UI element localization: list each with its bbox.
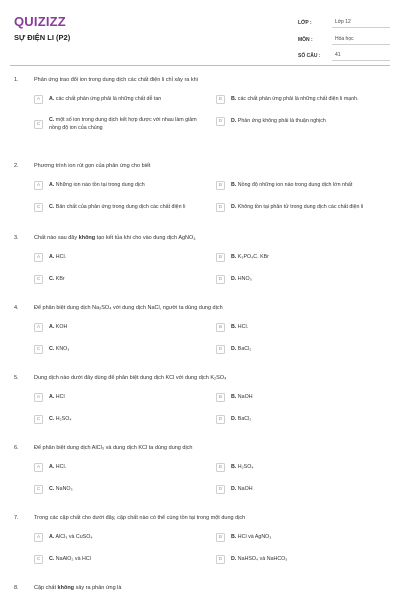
question-number: 8. [14, 585, 19, 591]
question-number: 3. [14, 235, 19, 241]
answer-option-a[interactable] [34, 95, 206, 104]
option-body: NaOH [237, 393, 253, 400]
option-body: KNO₃ [55, 345, 70, 352]
option-letter-box[interactable]: B [216, 95, 225, 104]
answer-option-a[interactable] [34, 533, 206, 542]
answer-option-b[interactable] [216, 253, 388, 262]
option-body: BaCl₂ [237, 415, 252, 422]
option-text [231, 464, 254, 472]
question-header [0, 375, 400, 387]
question-number: 7. [14, 515, 19, 521]
answer-option-b[interactable] [216, 95, 388, 104]
option-body: Những ion nào tồn tại trong dung dịch [55, 181, 145, 188]
option-text [231, 416, 251, 424]
option-letter-box[interactable]: C [34, 275, 43, 284]
question-item [0, 235, 400, 305]
option-text [49, 254, 66, 262]
option-body: HCl. [55, 253, 67, 260]
question-text: Để phân biệt dung dịch AlCl₃ và dung dịch KCl ta dùng dung dịch [34, 445, 193, 451]
option-text [49, 464, 66, 472]
option-prefix: C. [49, 415, 55, 422]
option-letter-box[interactable]: A [34, 463, 43, 472]
answer-option-b[interactable] [216, 463, 388, 472]
option-prefix: D. [231, 555, 237, 562]
question-text: Phương trình ion rút gọn của phản ứng cho biết [34, 163, 151, 169]
option-text [231, 254, 269, 262]
answer-option-c[interactable] [34, 345, 206, 354]
answer-option-a[interactable] [34, 323, 206, 332]
option-body: Bản chất của phản ứng trong dung dịch các chất điện li [55, 203, 186, 210]
option-prefix: C. [49, 555, 55, 562]
answer-options [34, 181, 390, 231]
option-prefix: D. [231, 117, 237, 124]
option-prefix: C. [49, 203, 55, 210]
question-text: Phản ứng trao đổi ion trong dung dịch các chất điện li chỉ xảy ra khi [34, 77, 198, 83]
question-item [0, 585, 400, 600]
option-letter-box[interactable]: A [34, 253, 43, 262]
question-text-subscript: 3 [193, 237, 196, 241]
option-body: Không tồn tại phân tử trong dung dịch các chất điện li [237, 203, 364, 210]
option-body: Nồng độ những ion nào trong dung dịch lớn nhất [237, 181, 353, 188]
option-text [49, 324, 67, 332]
option-letter-box[interactable]: D [216, 485, 225, 494]
option-letter-box[interactable]: C [34, 345, 43, 354]
option-body: NaNO₃ [55, 485, 73, 492]
option-text [231, 556, 287, 564]
question-number: 4. [14, 305, 19, 311]
option-prefix: A. [49, 181, 55, 188]
option-prefix: A. [49, 95, 55, 102]
answer-options [34, 95, 390, 145]
option-body: NaAlO₂ và HCl [55, 555, 91, 562]
option-body: HCl. [55, 463, 67, 470]
answer-option-c[interactable] [34, 203, 206, 212]
question-text [34, 585, 121, 591]
option-text [49, 556, 91, 564]
option-prefix: A. [49, 463, 55, 470]
option-body: HNO₃ [237, 275, 252, 282]
option-letter-box[interactable]: D [216, 555, 225, 564]
option-body: các chất phản ứng phải là những chất dễ tan [55, 95, 162, 102]
question-item [0, 163, 400, 235]
option-letter-box[interactable]: A [34, 323, 43, 332]
question-text: Để phân biệt dung dịch Na₂SO₄ với dung dịch NaCl, người ta dùng dung dịch [34, 305, 223, 311]
option-text [49, 276, 65, 284]
question-header [0, 235, 400, 247]
option-prefix: D. [231, 415, 237, 422]
option-letter-box[interactable]: C [34, 415, 43, 424]
option-body: KBr [55, 275, 65, 282]
meta-count-label: SỐ CÂU : [298, 53, 321, 59]
question-number: 5. [14, 375, 19, 381]
question-text-emphasis: không [78, 235, 96, 241]
option-text [49, 346, 69, 354]
answer-option-d[interactable] [216, 345, 388, 354]
header-divider [10, 65, 390, 66]
option-prefix: B. [231, 463, 237, 470]
option-letter-box[interactable]: B [216, 323, 225, 332]
option-prefix: D. [231, 345, 237, 352]
question-text-pre: Cặp chất [34, 585, 58, 591]
option-body: K₃PO₄C. KBr [237, 253, 269, 260]
option-body: Phản ứng không phải là thuận nghịch [237, 117, 326, 124]
question-item [0, 305, 400, 375]
answer-options [34, 393, 390, 443]
question-text [34, 235, 195, 241]
option-text [231, 394, 253, 402]
option-letter-box[interactable]: B [216, 181, 225, 190]
question-header [0, 445, 400, 457]
question-text-post: xảy ra phản ứng là [74, 585, 122, 591]
option-text [231, 204, 363, 212]
option-prefix: D. [231, 485, 237, 492]
option-letter-box[interactable]: B [216, 253, 225, 262]
option-prefix: D. [231, 275, 237, 282]
answer-options [34, 533, 390, 583]
option-body: AlCl₃ và CuSO₄ [55, 533, 93, 540]
option-letter-box[interactable]: C [34, 555, 43, 564]
option-letter-box[interactable]: D [216, 203, 225, 212]
option-letter-box[interactable]: D [216, 415, 225, 424]
option-letter-box[interactable]: A [34, 533, 43, 542]
option-text [49, 534, 93, 542]
option-prefix: B. [231, 393, 237, 400]
worksheet-meta [298, 13, 390, 63]
question-list [0, 77, 400, 600]
option-letter-box[interactable]: D [216, 275, 225, 284]
answer-option-a[interactable] [34, 393, 206, 402]
meta-count-value: 41 [332, 52, 390, 61]
answer-option-a[interactable] [34, 253, 206, 262]
option-text [49, 182, 145, 190]
question-item [0, 77, 400, 163]
option-body: NaOH [237, 485, 253, 492]
option-prefix: C. [49, 275, 55, 282]
option-body: HCl [55, 393, 65, 400]
option-text [231, 96, 359, 104]
option-text [49, 204, 185, 212]
meta-subject-row [298, 30, 390, 45]
option-prefix: A. [49, 533, 55, 540]
answer-option-b[interactable] [216, 323, 388, 332]
answer-option-d[interactable] [216, 117, 388, 126]
question-number: 6. [14, 445, 19, 451]
option-text [231, 324, 248, 332]
answer-options [34, 323, 390, 373]
option-prefix: A. [49, 253, 55, 260]
question-text-pre: Chất nào sau đây [34, 235, 79, 241]
answer-option-c[interactable] [34, 117, 206, 132]
answer-option-a[interactable] [34, 181, 206, 190]
option-body: một số ion trong dung dịch kết hợp được với nhau làm giảm nồng độ ion của chúng [49, 117, 197, 131]
option-text [49, 394, 65, 402]
worksheet-title: SỰ ĐIỆN LI (P2) [14, 33, 71, 42]
answer-option-d[interactable] [216, 203, 388, 212]
option-text [49, 486, 73, 494]
meta-class-label: LỚP : [298, 20, 312, 26]
answer-option-a[interactable] [34, 463, 206, 472]
question-number: 1. [14, 77, 19, 83]
quizizz-logo: QUIZIZZ [14, 14, 66, 29]
answer-option-c[interactable] [34, 555, 206, 564]
meta-subject-value: Hóa học [332, 36, 390, 45]
question-header [0, 77, 400, 89]
option-prefix: A. [49, 393, 55, 400]
option-text [49, 96, 161, 104]
meta-count-row [298, 46, 390, 61]
option-text [231, 486, 253, 494]
option-letter-box[interactable]: D [216, 117, 225, 126]
option-letter-box[interactable]: A [34, 95, 43, 104]
meta-class-value: Lớp 12 [332, 19, 390, 28]
option-letter-box[interactable]: A [34, 393, 43, 402]
question-text: Trong các cặp chất cho dưới đây, cặp chất nào có thể cùng tồn tại trong một dung dịch [34, 515, 246, 521]
question-text: Dung dịch nào dưới đây dùng để phân biệt dung dịch KCl với dung dịch K₂SO₄ [34, 375, 227, 381]
option-prefix: B. [231, 95, 237, 102]
option-text [49, 117, 206, 132]
option-letter-box[interactable]: B [216, 463, 225, 472]
option-prefix: B. [231, 533, 237, 540]
option-prefix: B. [231, 323, 237, 330]
question-header [0, 163, 400, 175]
question-number: 2. [14, 163, 19, 169]
option-body: KOH [55, 323, 68, 330]
answer-options [34, 253, 390, 303]
option-body: HCl và AgNO₃ [237, 533, 272, 540]
option-prefix: C. [49, 485, 55, 492]
option-body: HCl. [237, 323, 249, 330]
option-letter-box[interactable]: C [34, 485, 43, 494]
option-prefix: C. [49, 117, 55, 123]
meta-class-row [298, 13, 390, 28]
option-letter-box[interactable]: B [216, 533, 225, 542]
option-letter-box[interactable]: D [216, 345, 225, 354]
question-header [0, 305, 400, 317]
option-prefix: D. [231, 203, 237, 210]
answer-option-c[interactable] [34, 275, 206, 284]
option-prefix: A. [49, 323, 55, 330]
option-letter-box[interactable]: B [216, 393, 225, 402]
answer-option-d[interactable] [216, 275, 388, 284]
option-body: BaCl₂ [237, 345, 252, 352]
answer-option-d[interactable] [216, 555, 388, 564]
option-body: H₂SO₄ [55, 415, 72, 422]
answer-option-c[interactable] [34, 415, 206, 424]
question-header [0, 585, 400, 597]
answer-option-b[interactable] [216, 393, 388, 402]
meta-subject-label: MÔN : [298, 36, 313, 43]
option-text [49, 416, 72, 424]
option-letter-box[interactable]: C [34, 120, 43, 129]
question-text-emphasis: không [57, 585, 75, 591]
question-text-post: tạo kết tủa khi cho vào dung dịch AgNO [95, 235, 194, 241]
option-prefix: C. [49, 345, 55, 352]
question-item [0, 375, 400, 445]
question-header [0, 515, 400, 527]
option-letter-box[interactable]: C [34, 203, 43, 212]
option-body: các chất phản ứng phải là những chất điện li mạnh. [237, 95, 359, 102]
answer-option-d[interactable] [216, 485, 388, 494]
option-prefix: B. [231, 181, 237, 188]
option-letter-box[interactable]: A [34, 181, 43, 190]
option-text [231, 534, 271, 542]
answer-options [34, 463, 390, 513]
option-text [231, 276, 252, 284]
option-text [231, 118, 326, 126]
option-text [231, 182, 352, 190]
answer-option-d[interactable] [216, 415, 388, 424]
option-text [231, 346, 251, 354]
answer-option-c[interactable] [34, 485, 206, 494]
question-item [0, 515, 400, 585]
option-body: H₂SO₄ [237, 463, 254, 470]
option-body: NaHSO₄ và NaHCO₃ [237, 555, 288, 562]
answer-option-b[interactable] [216, 181, 388, 190]
option-prefix: B. [231, 253, 237, 260]
answer-option-b[interactable] [216, 533, 388, 542]
question-item [0, 445, 400, 515]
